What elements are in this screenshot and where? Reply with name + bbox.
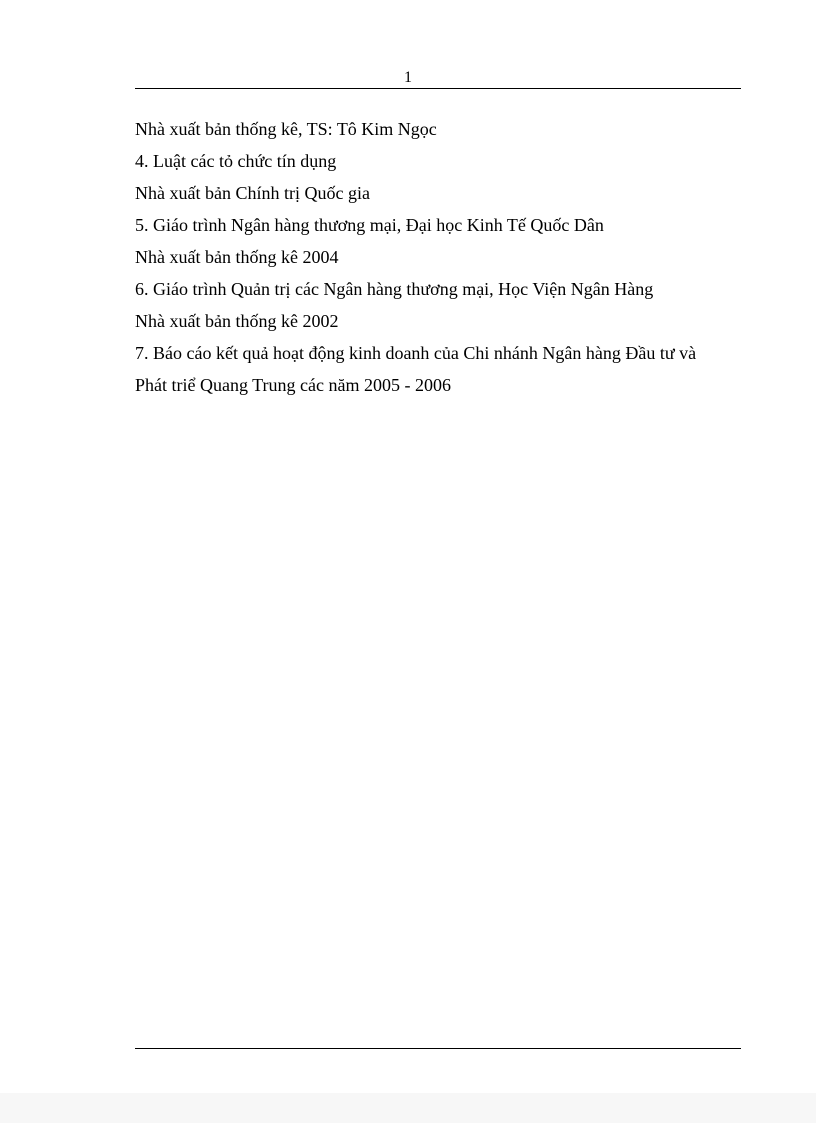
reference-line: Nhà xuất bản thống kê, TS: Tô Kim Ngọc bbox=[135, 119, 437, 139]
header-rule bbox=[135, 88, 741, 89]
reference-list bbox=[135, 113, 755, 401]
reference-line: 6. Giáo trình Quản trị các Ngân hàng thương mại, Học Viện Ngân Hàng bbox=[135, 279, 654, 299]
reference-line: 7. Báo cáo kết quả hoạt động kinh doanh của Chi nhánh Ngân hàng Đầu tư và bbox=[135, 343, 697, 363]
reference-line: Nhà xuất bản thống kê 2002 bbox=[135, 311, 339, 331]
footer-rule bbox=[135, 1048, 741, 1049]
reference-line: 4. Luật các tỏ chức tín dụng bbox=[135, 151, 337, 171]
reference-line: Nhà xuất bản Chính trị Quốc gia bbox=[135, 183, 370, 203]
reference-line: 5. Giáo trình Ngân hàng thương mại, Đại học Kinh Tế Quốc Dân bbox=[135, 215, 604, 235]
page-number: 1 bbox=[404, 69, 412, 86]
reference-line: Nhà xuất bản thống kê 2004 bbox=[135, 247, 339, 267]
reference-line: Phát triể Quang Trung các năm 2005 - 2006 bbox=[135, 375, 451, 395]
page-bottom-margin bbox=[0, 1093, 816, 1123]
